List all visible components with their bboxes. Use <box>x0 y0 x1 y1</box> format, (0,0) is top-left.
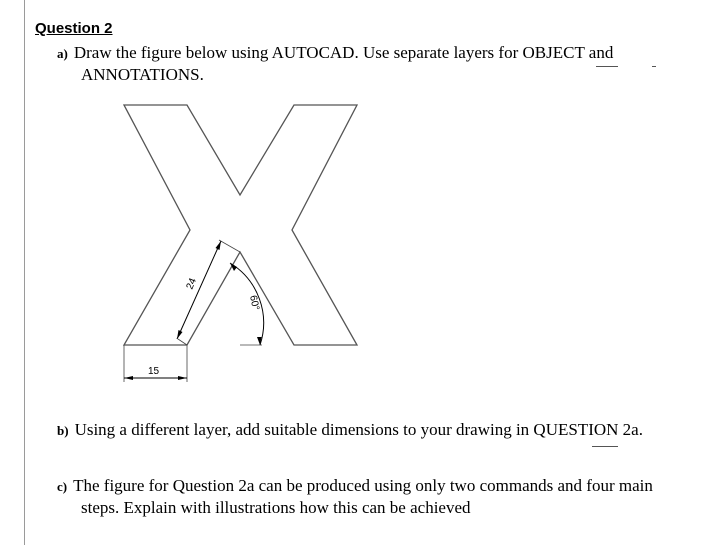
part-b-marker: b) <box>57 423 69 438</box>
dim-length-ext-top <box>219 240 240 252</box>
dim-length-label: 24 <box>184 276 199 292</box>
question-heading: Question 2 <box>35 20 113 37</box>
dim-width-arrow-right <box>178 376 187 380</box>
part-c-text-line2: steps. Explain with illustrations how this can be achieved <box>81 498 471 517</box>
dim-length-arrow-top <box>216 241 222 250</box>
part-a-text-line2: ANNOTATIONS. <box>81 65 204 84</box>
part-c-marker: c) <box>57 479 68 494</box>
part-b <box>57 419 697 441</box>
x-shape-outline <box>124 105 357 345</box>
part-a-text-line1: Draw the figure below using AUTOCAD. Use separate layers for OBJECT and <box>73 43 614 62</box>
part-a-marker: a) <box>57 46 68 61</box>
part-c <box>57 475 707 518</box>
dim-width-label: 15 <box>148 366 160 377</box>
part-c-text-line1: The figure for Question 2a can be produced using only two commands and four main <box>73 476 653 495</box>
dim-width-arrow-left <box>124 376 133 380</box>
dim-length-ext-bottom <box>178 339 187 345</box>
dim-angle-label: 60° <box>247 294 261 312</box>
dim-length-arrow-bottom <box>177 330 183 339</box>
part-b-text: Using a different layer, add suitable dimensions to your drawing in QUESTION 2a. <box>74 420 643 439</box>
